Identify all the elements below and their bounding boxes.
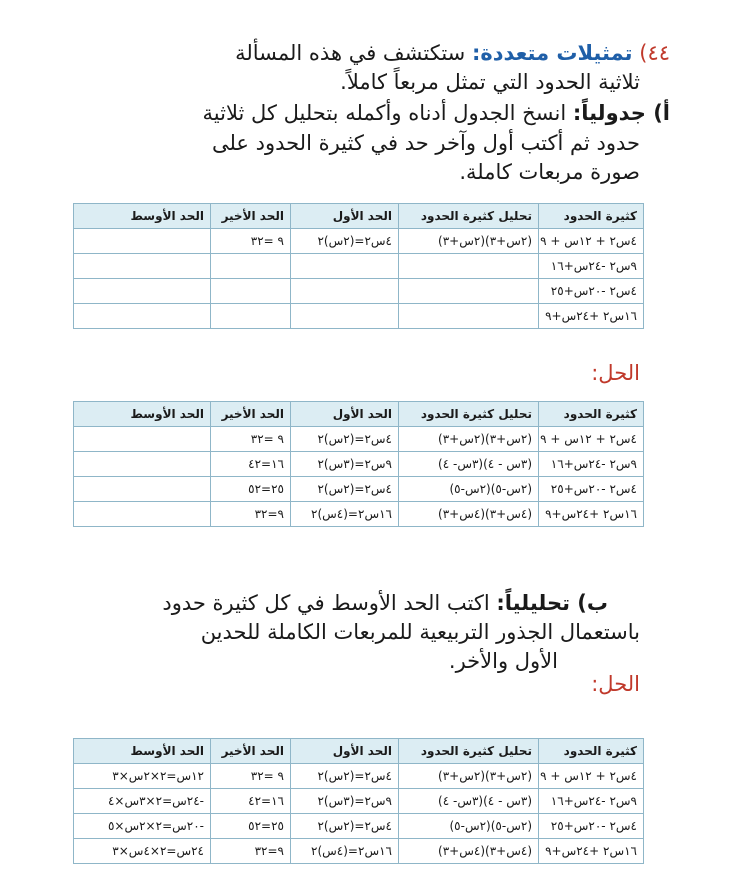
table-solution-b	[73, 738, 644, 864]
table-cell: (٢س+٣)(٢س+٣)	[399, 427, 539, 452]
table-cell: (٣س - ٤)(٣س- ٤)	[399, 789, 539, 814]
table-row	[74, 477, 644, 502]
table-cell: ٤س٢=(٢س)٢	[291, 229, 399, 254]
table-exercise	[73, 203, 644, 329]
part-a-label: أ) جدولياً:	[572, 101, 670, 125]
table-cell	[399, 279, 539, 304]
part-b-line-2: باستعمال الجذور التربيعية للمربعات الكاملة للحدين	[200, 620, 640, 644]
part-b-line-1	[162, 588, 608, 618]
table-cell	[291, 304, 399, 329]
table-cell	[74, 502, 211, 527]
table-cell: (٤س+٣)(٤س+٣)	[399, 502, 539, 527]
table-cell	[399, 254, 539, 279]
table-cell	[211, 254, 291, 279]
table-cell: -٢٤س=٢×٣س×٤	[74, 789, 211, 814]
table-cell	[74, 452, 211, 477]
problem-44-intro	[235, 38, 670, 68]
header-factorization: تحليل كثيرة الحدود	[399, 739, 539, 764]
table-row	[74, 229, 644, 254]
table-cell: (٢س+٣)(٢س+٣)	[399, 764, 539, 789]
part-a-line-1	[203, 98, 670, 128]
header-middle-term: الحد الأوسط	[74, 204, 211, 229]
problem-intro-line-1	[235, 38, 670, 68]
solution-label-b: الحل:	[591, 672, 640, 696]
table-cell	[291, 254, 399, 279]
table-cell: ١٦=٤٢	[211, 452, 291, 477]
table-cell: ٤س٢ + ١٢س + ٩	[539, 427, 644, 452]
table-header-row	[74, 739, 644, 764]
table-cell: (٢س-٥)(٢س-٥)	[399, 814, 539, 839]
table-cell: ٩س٢=(٣س)٢	[291, 452, 399, 477]
header-last-term: الحد الأخير	[211, 402, 291, 427]
part-b-text: اكتب الحد الأوسط في كل كثيرة حدود	[162, 591, 497, 615]
header-last-term: الحد الأخير	[211, 204, 291, 229]
table-cell	[74, 304, 211, 329]
table-cell: ٩س٢ -٢٤س+١٦	[539, 254, 644, 279]
table-cell: ٩ =٣٢	[211, 229, 291, 254]
table-cell	[74, 427, 211, 452]
table-cell: ٤س٢=(٢س)٢	[291, 764, 399, 789]
table-cell: ٢٥=٥٢	[211, 814, 291, 839]
part-a-line-2: حدود ثم أكتب أول وآخر حد في كثيرة الحدود على	[211, 131, 640, 155]
table-row	[74, 304, 644, 329]
table-cell: (٤س+٣)(٤س+٣)	[399, 839, 539, 864]
table-cell: ٤س٢=(٢س)٢	[291, 427, 399, 452]
table-cell: ٩س٢=(٣س)٢	[291, 789, 399, 814]
table-cell: ٤س٢ -٢٠س+٢٥	[539, 477, 644, 502]
table-row	[74, 452, 644, 477]
header-first-term: الحد الأول	[291, 204, 399, 229]
header-middle-term: الحد الأوسط	[74, 402, 211, 427]
solution-label-a: الحل:	[591, 361, 640, 385]
table-cell: ١٦س٢ +٢٤س+٩	[539, 502, 644, 527]
table-cell: ٤س٢ -٢٠س+٢٥	[539, 279, 644, 304]
problem-intro-line-2: ثلاثية الحدود التي تمثل مربعاً كاملاً.	[340, 70, 640, 94]
table-cell: ٤س٢ + ١٢س + ٩	[539, 229, 644, 254]
table-row	[74, 789, 644, 814]
table-cell: ١٢س=٢×٢س×٣	[74, 764, 211, 789]
table-row	[74, 764, 644, 789]
table-cell: (٢س+٣)(٢س+٣)	[399, 229, 539, 254]
table-cell: (٢س-٥)(٢س-٥)	[399, 477, 539, 502]
table-row	[74, 814, 644, 839]
table-row	[74, 254, 644, 279]
table-cell: ٤س٢=(٢س)٢	[291, 814, 399, 839]
table-cell: -٢٠س=٢×٢س×٥	[74, 814, 211, 839]
table-cell	[399, 304, 539, 329]
header-first-term: الحد الأول	[291, 739, 399, 764]
table-cell: ٤س٢ + ١٢س + ٩	[539, 764, 644, 789]
table-row	[74, 427, 644, 452]
table-cell: ١٦س٢ +٢٤س+٩	[539, 304, 644, 329]
table-cell: ٩ =٣٢	[211, 764, 291, 789]
part-a-text: انسخ الجدول أدناه وأكمله بتحليل كل ثلاثية	[202, 101, 573, 125]
table-cell	[74, 229, 211, 254]
table-cell	[74, 254, 211, 279]
table-cell: ٩س٢ -٢٤س+١٦	[539, 452, 644, 477]
problem-topic: تمثيلات متعددة:	[471, 41, 633, 65]
problem-number: ٤٤)	[639, 41, 670, 65]
table-cell: ٩=٣٢	[211, 839, 291, 864]
part-b-label: ب) تحليلياً:	[496, 591, 608, 615]
table-cell: ١٦س٢=(٤س)٢	[291, 839, 399, 864]
header-first-term: الحد الأول	[291, 402, 399, 427]
table-cell: ٢٥=٥٢	[211, 477, 291, 502]
table-cell: ٢٤س=٢×٤س×٣	[74, 839, 211, 864]
table-cell: ١٦=٤٢	[211, 789, 291, 814]
header-polynomial: كثيرة الحدود	[539, 204, 644, 229]
part-a-line-3: صورة مربعات كاملة.	[459, 160, 640, 184]
table-header-row	[74, 402, 644, 427]
header-last-term: الحد الأخير	[211, 739, 291, 764]
table-cell: ١٦س٢=(٤س)٢	[291, 502, 399, 527]
table-cell: ٤س٢ -٢٠س+٢٥	[539, 814, 644, 839]
table-solution-a	[73, 401, 644, 527]
table-cell	[211, 279, 291, 304]
problem-intro-text: ستكتشف في هذه المسألة	[235, 41, 472, 65]
table-row	[74, 502, 644, 527]
table-cell: ٩س٢ -٢٤س+١٦	[539, 789, 644, 814]
header-factorization: تحليل كثيرة الحدود	[399, 402, 539, 427]
table-cell	[211, 304, 291, 329]
table-cell: ٩ =٣٢	[211, 427, 291, 452]
table-row	[74, 279, 644, 304]
table-cell: ١٦س٢ +٢٤س+٩	[539, 839, 644, 864]
table-cell: ٤س٢=(٢س)٢	[291, 477, 399, 502]
table-cell: ٩=٣٢	[211, 502, 291, 527]
table-row	[74, 839, 644, 864]
table-header-row	[74, 204, 644, 229]
table-cell	[74, 477, 211, 502]
header-middle-term: الحد الأوسط	[74, 739, 211, 764]
table-cell	[74, 279, 211, 304]
table-cell	[291, 279, 399, 304]
header-polynomial: كثيرة الحدود	[539, 402, 644, 427]
header-polynomial: كثيرة الحدود	[539, 739, 644, 764]
header-factorization: تحليل كثيرة الحدود	[399, 204, 539, 229]
part-b-line-3: الأول والأخر.	[448, 649, 558, 673]
table-cell: (٣س - ٤)(٣س- ٤)	[399, 452, 539, 477]
